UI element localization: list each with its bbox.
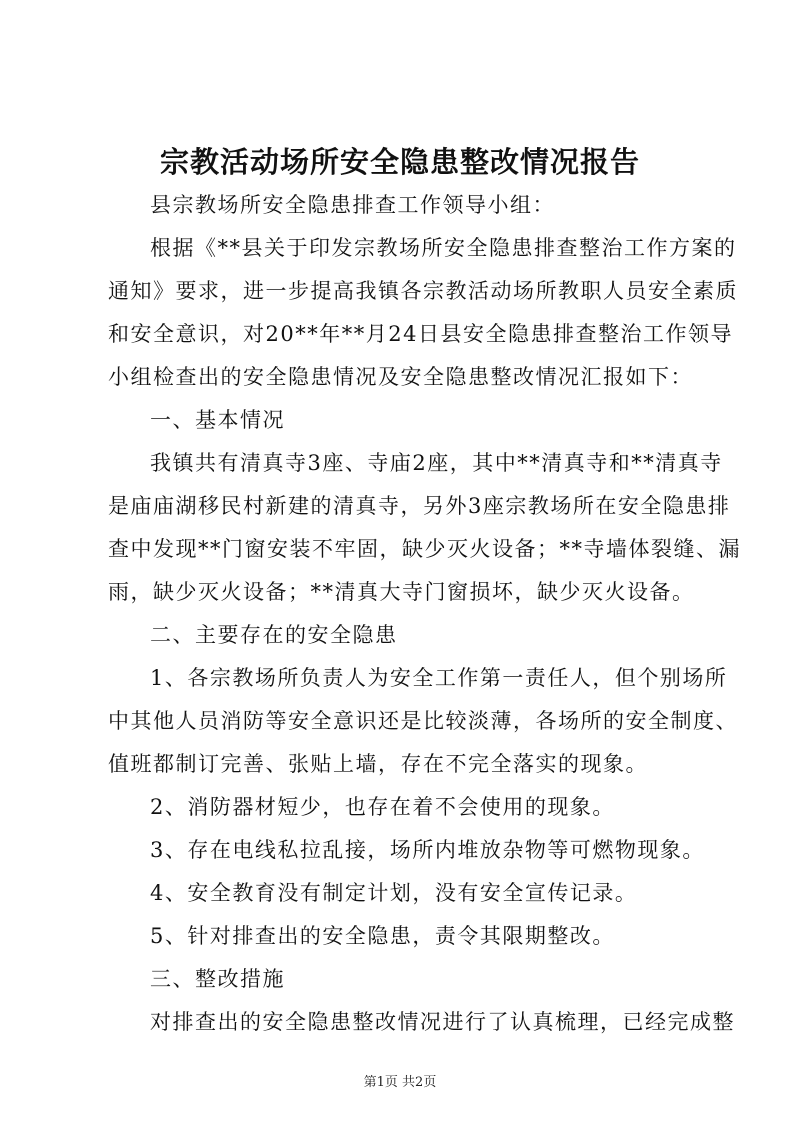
salutation-line: 县宗教场所安全隐患排查工作领导小组： (150, 193, 555, 217)
list-item-line: 2、消防器材短少，也存在着不会使用的现象。 (150, 795, 615, 819)
paragraph-line: 根据《**县关于印发宗教场所安全隐患排查整治工作方案的 (150, 236, 737, 260)
list-item-line: 中其他人员消防等安全意识还是比较淡薄，各场所的安全制度、 (108, 709, 738, 733)
list-item-line: 值班都制订完善、张贴上墙，存在不完全落实的现象。 (108, 752, 648, 776)
paragraph-line: 我镇共有清真寺3座、寺庙2座，其中**清真寺和**清真寺 (150, 451, 723, 475)
section-heading: 二、主要存在的安全隐患 (150, 623, 398, 647)
paragraph-line: 通知》要求，进一步提高我镇各宗教活动场所教职人员安全素质 (108, 279, 738, 303)
section-heading: 一、基本情况 (150, 408, 285, 432)
section-heading: 三、整改措施 (150, 967, 285, 991)
list-item-line: 5、针对排查出的安全隐患，责令其限期整改。 (150, 924, 615, 948)
list-item-line: 4、安全教育没有制定计划，没有安全宣传记录。 (150, 881, 638, 905)
list-item-line: 1、各宗教场所负责人为安全工作第一责任人，但个别场所 (150, 666, 728, 690)
list-item-line: 3、存在电线私拉乱接，场所内堆放杂物等可燃物现象。 (150, 838, 705, 862)
paragraph-line: 对排查出的安全隐患整改情况进行了认真梳理，已经完成整 (150, 1010, 735, 1034)
paragraph-line: 是庙庙湖移民村新建的清真寺，另外3座宗教场所在安全隐患排 (108, 494, 731, 518)
paragraph-line: 小组检查出的安全隐患情况及安全隐患整改情况汇报如下： (108, 365, 693, 389)
paragraph-line: 雨，缺少灭火设备；**清真大寺门窗损坏，缺少灭火设备。 (108, 580, 695, 604)
paragraph-line: 查中发现**门窗安装不牢固，缺少灭火设备；**寺墙体裂缝、漏 (108, 537, 741, 561)
page-footer: 第1页 共2页 (363, 1075, 437, 1090)
document-title: 宗教活动场所安全隐患整改情况报告 (159, 145, 640, 179)
paragraph-line: 和安全意识，对20**年**月24日县安全隐患排查整治工作领导 (108, 322, 733, 346)
